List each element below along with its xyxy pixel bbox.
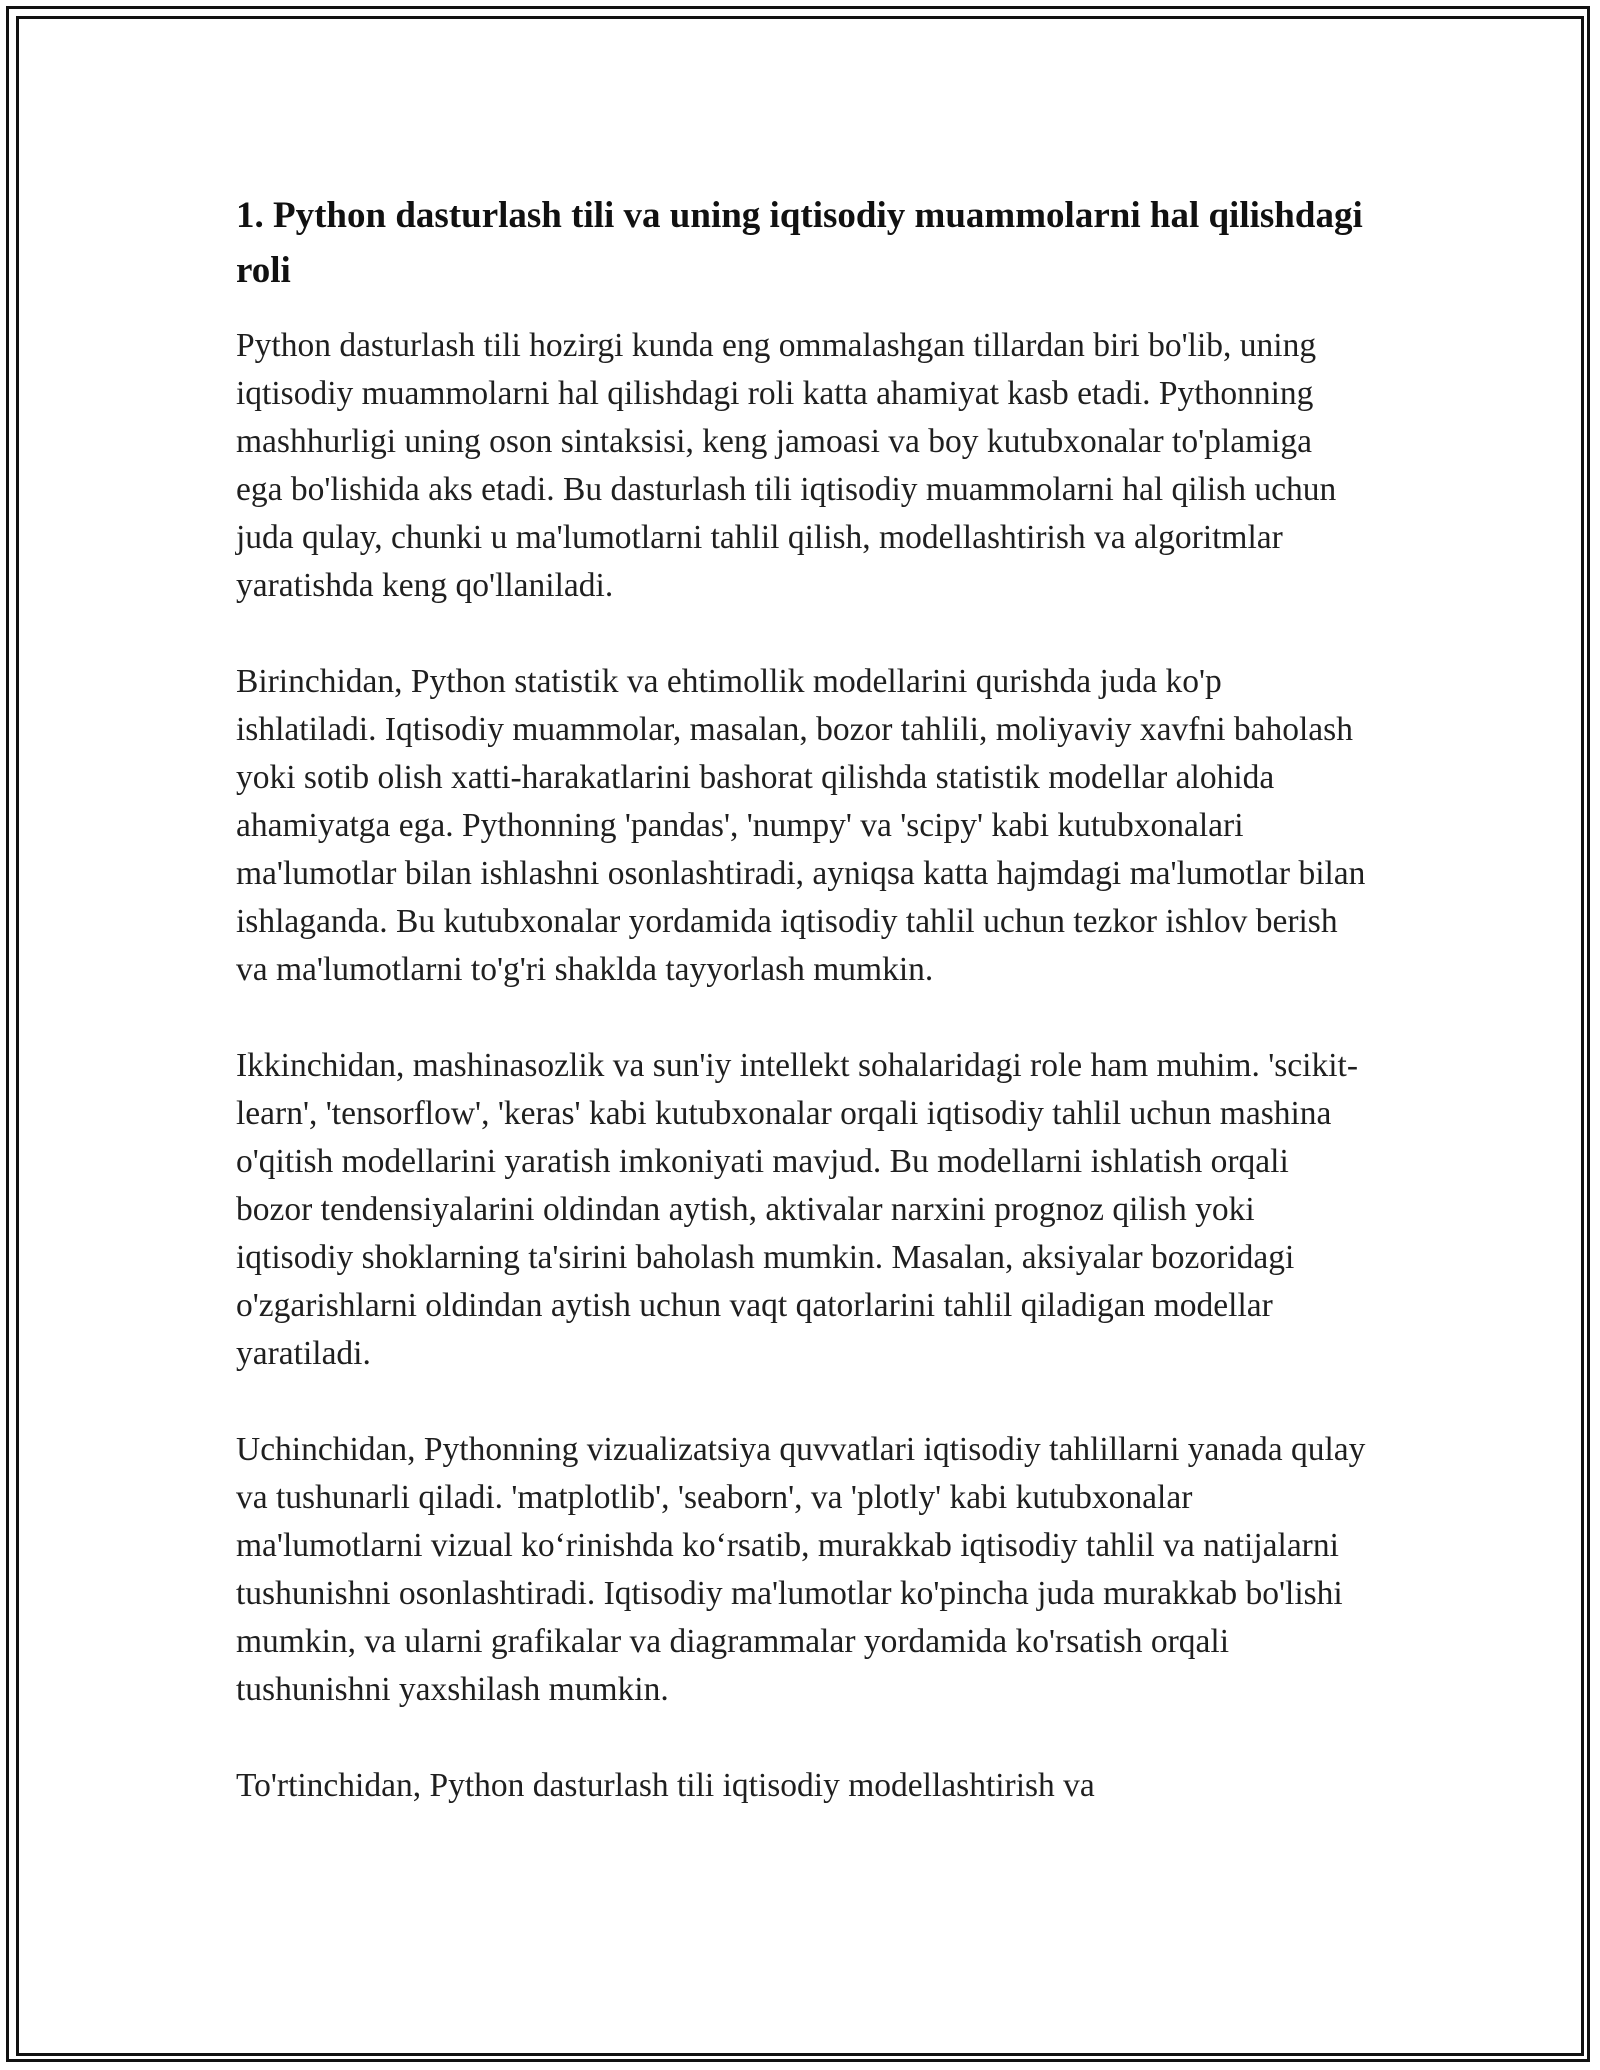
document-body (236, 188, 1366, 1858)
paragraph-intro: Python dasturlash tili hozirgi kunda eng ommalashgan tillardan biri bo'lib, uning iqtisodiy muammolarni hal qilishdagi roli katta ahamiyat kasb etadi. Pythonning mashhurligi uning oson sintaksisi, keng jamoasi va boy kutubxonalar to'plamiga ega bo'lishida aks etadi. Bu dasturlash tili iqtisodiy muammolarni hal qilish uchun juda qulay, chunki u ma'lumotlarni tahlil qilish, modellashtirish va algoritmlar yaratishda keng qo'llaniladi. (236, 327, 1337, 604)
paragraph-third-point: Uchinchidan, Pythonning vizualizatsiya quvvatlari iqtisodiy tahlillarni yanada qulay va tushunarli qiladi. 'matplotlib', 'seaborn', va 'plotly' kabi kutubxonalar ma'lumotlarni vizual koʻrinishda koʻrsatib, murakkab iqtisodiy tahlil va natijalarni tushunishni osonlashtiradi. Iqtisodiy ma'lumotlar ko'pincha juda murakkab bo'lishi mumkin, va ularni grafikalar va diagrammalar yordamida ko'rsatish orqali tushunishni yaxshilash mumkin. (236, 1431, 1366, 1708)
section-heading: 1. Python dasturlash tili va uning iqtisodiy muammolarni hal qilishdagi roli (236, 195, 1363, 291)
paragraph-fourth-point: To'rtinchidan, Python dasturlash tili iqtisodiy modellashtirish va (236, 1767, 1095, 1804)
paragraph-second-point: Ikkinchidan, mashinasozlik va sun'iy intellekt sohalaridagi role ham muhim. 'scikit-learn', 'tensorflow', 'keras' kabi kutubxonalar orqali iqtisodiy tahlil uchun mashina o'qitish modellarini yaratish imkoniyati mavjud. Bu modellarni ishlatish orqali bozor tendensiyalarini oldindan aytish, aktivalar narxini prognoz qilish yoki iqtisodiy shoklarning ta'sirini baholash mumkin. Masalan, aksiyalar bozoridagi o'zgarishlarni oldindan aytish uchun vaqt qatorlarini tahlil qiladigan modellar yaratiladi. (236, 1047, 1358, 1372)
paragraph-first-point: Birinchidan, Python statistik va ehtimollik modellarini qurishda juda ko'p ishlatiladi. Iqtisodiy muammolar, masalan, bozor tahlili, moliyaviy xavfni baholash yoki sotib olish xatti-harakatlarini bashorat qilishda statistik modellar alohida ahamiyatga ega. Pythonning 'pandas', 'numpy' va 'scipy' kabi kutubxonalari ma'lumotlar bilan ishlashni osonlashtiradi, ayniqsa katta hajmdagi ma'lumotlar bilan ishlaganda. Bu kutubxonalar yordamida iqtisodiy tahlil uchun tezkor ishlov berish va ma'lumotlarni to'g'ri shaklda tayyorlash mumkin. (236, 663, 1366, 988)
